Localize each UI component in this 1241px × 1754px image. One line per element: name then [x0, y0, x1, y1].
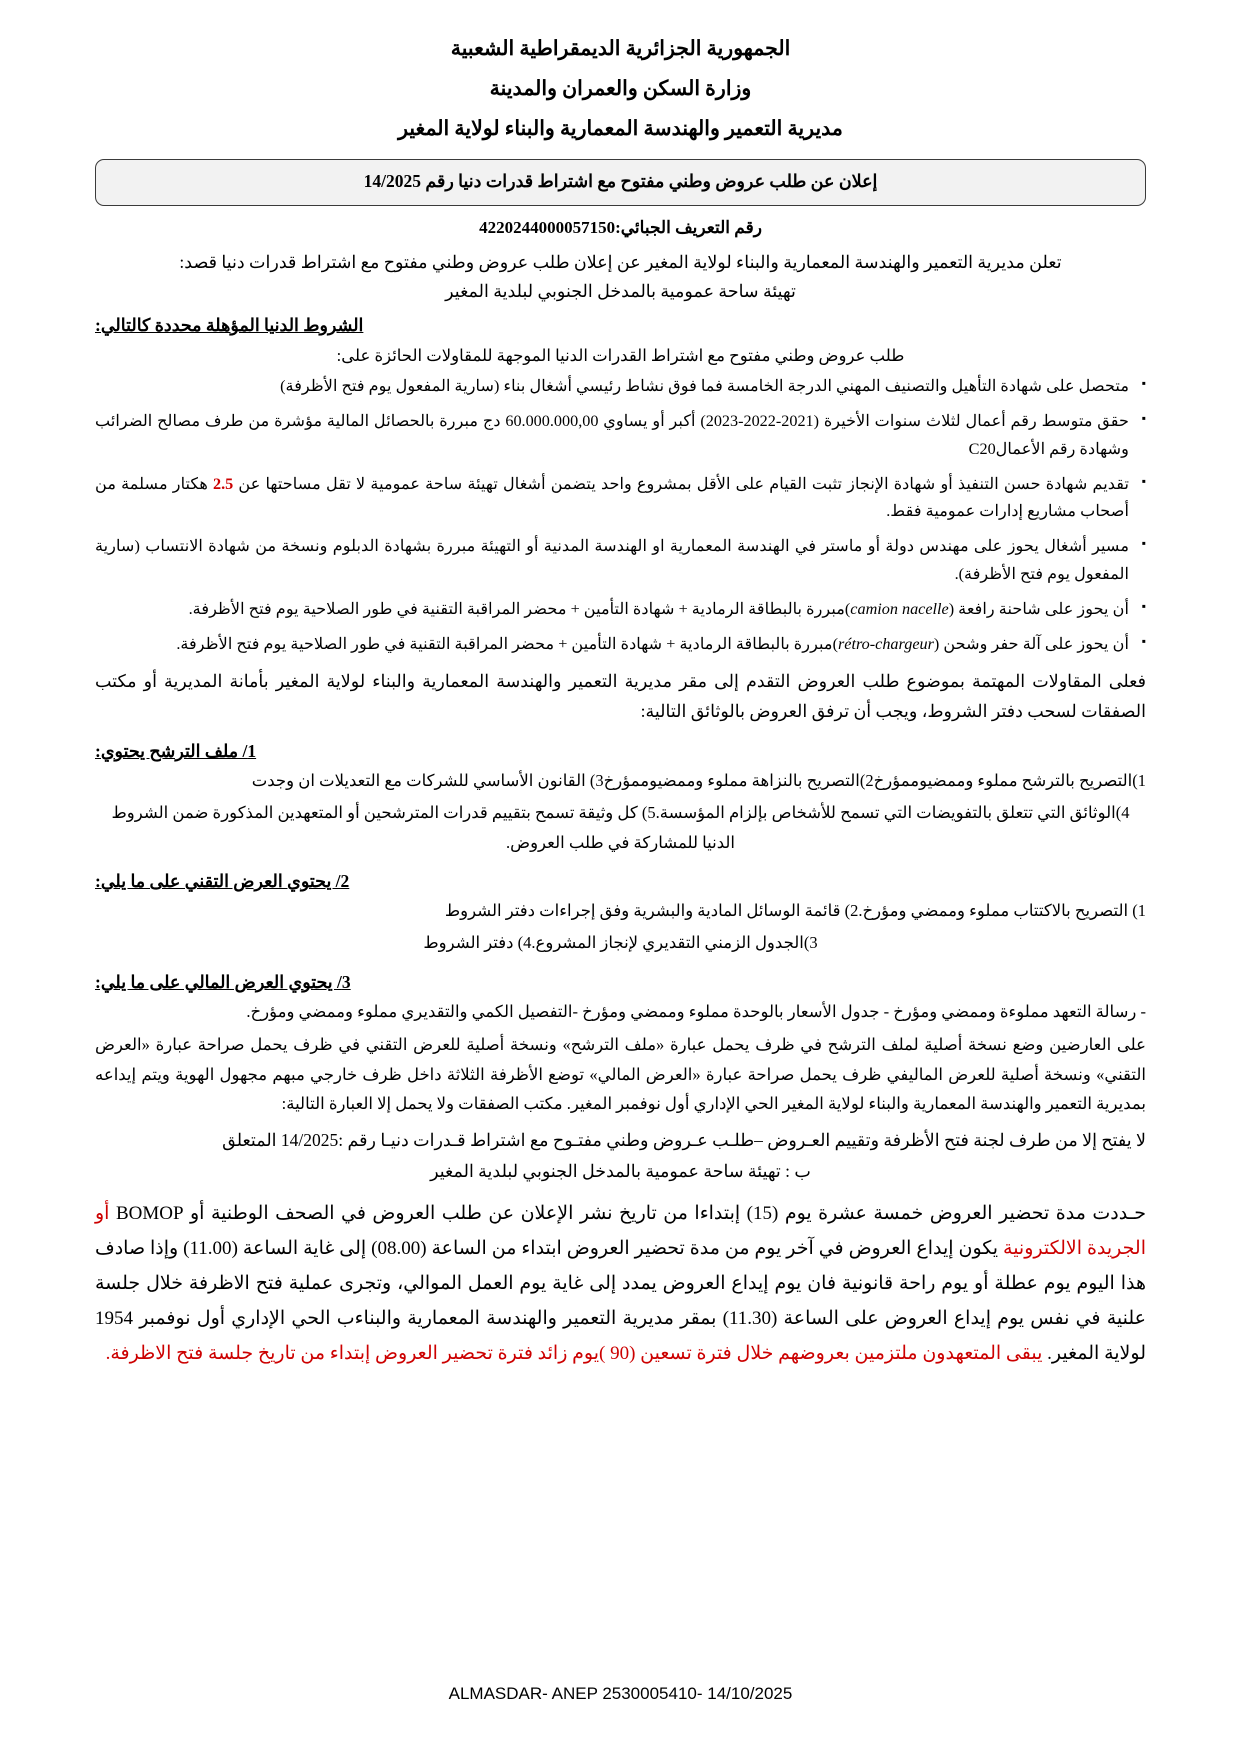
- section-line: 3)الجدول الزمني التقديري لإنجاز المشروع.4) دفتر الشروط: [423, 933, 818, 953]
- section-line: - رسالة التعهد مملوءة وممضي ومؤرخ - جدول الأسعار بالوحدة مملوء وممضي ومؤرخ -التفصيل الكمي والتقديري مملوء وممضي ومؤرخ.: [246, 1001, 1146, 1021]
- conditions-heading: الشروط الدنيا المؤهلة محددة كالتالي:: [95, 315, 364, 335]
- latin-term: rétro-chargeur: [837, 634, 934, 653]
- envelope-object-line: ب : تهيئة ساحة عمومية بالمدخل الجنوبي لبلدية المغير: [430, 1160, 811, 1181]
- announcement-title-text: إعلان عن طلب عروض وطني مفتوح مع اشتراط قدرات دنيا رقم 14/2025: [363, 170, 878, 191]
- condition-item: [95, 373, 1146, 401]
- envelope-instructions: على العارضين وضع نسخة أصلية لملف الترشح في ظرف يحمل عبارة «ملف الترشح» ونسخة أصلية للعرض التقني في ظرف يحمل صراحة عبارة «العرض التقني» ونسخة أصلية للعرض الماليفي ظرف يحمل صراحة عبارة «العرض المالي» توضع الأظرفة الثلاثة داخل ظرف خارجي مبهم مجهول الهوية ويتم إيداعه بمديرية التعمير والهندسة المعمارية والبناء لولاية المغير الحي الإداري أول نوفمبر المغير. مكتب الصفقات ولا يحمل إلا العبارة التالية:: [95, 1035, 1146, 1113]
- header-line-directorate: مديرية التعمير والهندسة المعمارية والبناء لولاية المغير: [398, 117, 843, 140]
- highlight-text: يبقى المتعهدون ملتزمين بعروضهم خلال فترة تسعين (90 )يوم زائد فترة تحضير العروض إبتداء من تاريخ جلسة فتح الاظرفة.: [105, 1343, 1043, 1365]
- condition-item: [95, 471, 1146, 527]
- section-line: 4)الوثائق التي تتعلق بالتفويضات التي تسمح للأشخاص بإلزام المؤسسة.5) كل وثيقة تسمح بتقييم قدرات المترشحين أو المتعهدين المذكورة ضمن الشروط الدنيا للمشاركة في طلب العروض.: [111, 803, 1130, 852]
- condition-item: [95, 533, 1146, 589]
- text-run: )مبررة بالبطاقة الرمادية + شهادة التأمين + محضر المراقبة التقنية في طور الصلاحية يوم فتح الأظرفة.: [176, 634, 838, 653]
- intro-paragraph: تعلن مديرية التعمير والهندسة المعمارية والبناء لولاية المغير عن إعلان طلب عروض وطني مفتوح مع اشتراط قدرات دنيا قصد:: [179, 251, 1062, 272]
- text-run: مسير أشغال يحوز على مهندس دولة أو ماستر في الهندسة المعمارية او الهندسة المدنية أو التهيئة مبررة بشهادة الدبلوم ونسخة من شهادة الانتساب (سارية المفعول يوم فتح الأظرفة).: [95, 537, 1129, 584]
- section-line: 1)التصريح بالترشح مملوء وممضيوممؤرخ2)التصريح بالنزاهة مملوء وممضيوممؤرخ3) القانون الأساسي للشركات مع التعديلات ان وجدت: [251, 770, 1146, 790]
- fiscal-id: رقم التعريف الجبائي:4220244000057150: [479, 217, 762, 237]
- announcement-title-box: [95, 159, 1146, 206]
- text-run: )مبررة بالبطاقة الرمادية + شهادة التأمين + محضر المراقبة التقنية في طور الصلاحية يوم فتح الأظرفة.: [188, 600, 851, 619]
- latin-term: camion nacelle: [850, 600, 949, 619]
- header-line-republic: الجمهورية الجزائرية الديمقراطية الشعبية: [450, 38, 791, 60]
- condition-item: [95, 596, 1146, 624]
- text-run: حقق متوسط رقم أعمال لثلاث سنوات الأخيرة (2021-2022-2023) أكبر أو يساوي 60.000.000,00 دج مبررة بالحصائل المالية مؤشرة من طرف مصالح الضرائب وشهادة رقم الأعمالC20: [95, 411, 1129, 458]
- document-header: [95, 30, 1146, 150]
- text-run: متحصل على شهادة التأهيل والتصنيف المهني الدرجة الخامسة فما فوق نشاط رئيسي أشغال بناء (سارية المفعول يوم فتح الأظرفة): [280, 377, 1129, 395]
- section-heading: 1/ ملف الترشح يحتوي:: [95, 740, 257, 761]
- section-line: 1) التصريح بالاكتتاب مملوء وممضي ومؤرخ.2) قائمة الوسائل المادية والبشرية وفق إجراءات دفتر الشروط: [444, 901, 1146, 921]
- text-run: أن يحوز على آلة حفر وشحن (: [933, 634, 1129, 653]
- header-line-ministry: وزارة السكن والعمران والمدينة: [489, 77, 752, 100]
- text-run: حـددت مدة تحضير العروض خمسة عشرة يوم (15) إبتداءا من تاريخ نشر الإعلان عن طلب العروض في الصحف الوطنية أو BOMOP: [109, 1202, 1147, 1224]
- highlight-value: 2.5: [213, 474, 234, 493]
- text-run: هكتار مسلمة من أصحاب مشاريع إدارات عمومية فقط.: [95, 474, 1129, 521]
- envelope-outer-label: لا يفتح إلا من طرف لجنة فتح الأظرفة وتقييم العـروض –طلـب عـروض وطني مفتـوح مع اشتراط قـدرات دنيـا رقم :14/2025 المتعلق: [222, 1130, 1146, 1151]
- conditions-lead: طلب عروض وطني مفتوح مع اشتراط القدرات الدنيا الموجهة للمقاولات الحائزة على:: [336, 346, 905, 365]
- section-heading: 2/ يحتوي العرض التقني على ما يلي:: [95, 871, 350, 892]
- project-object: تهيئة ساحة عمومية بالمدخل الجنوبي لبلدية المغير: [445, 281, 796, 301]
- text-run: تقديم شهادة حسن التنفيذ أو شهادة الإنجاز تثبت القيام على الأقل بمشروع واحد يتضمن أشغال تهيئة ساحة عمومية لا تقل مساحتها عن: [233, 474, 1129, 493]
- condition-item: [95, 631, 1146, 659]
- condition-item: [95, 408, 1146, 464]
- requirement-sections: [95, 741, 1146, 1026]
- text-run: أن يحوز على شاحنة رافعة (: [948, 600, 1129, 619]
- document-footer: ALMASDAR- ANEP 2530005410- 14/10/2025: [448, 1684, 793, 1703]
- deadline-paragraph: [95, 1196, 1146, 1372]
- conditions-list: [95, 373, 1146, 659]
- section-heading: 3/ يحتوي العرض المالي على ما يلي:: [95, 971, 351, 992]
- submission-paragraph: فعلى المقاولات المهتمة بموضوع طلب العروض التقدم إلى مقر مديرية التعمير والهندسة المعمارية والبناء لولاية المغير بأمانة المديرية أو مكتب الصفقات لسحب دفتر الشروط، ويجب أن ترفق العروض بالوثائق التالية:: [95, 670, 1146, 722]
- text-run: يكون إيداع العروض في آخر يوم من مدة تحضير العروض ابتداء من الساعة (08.00) إلى غاية الساعة (11.00) وإذا صادف هذا اليوم يوم عطلة أو يوم راحة قانونية فان يوم إيداع العروض يمدد إلى غاية يوم العمل الموالي، وتجرى عملية فتح الاظرفة خلال جلسة علنية في نفس يوم إيداع العروض على الساعة (11.30) بمقر مديرية التعمير والهندسة المعمارية والبناءب الحي الإداري أول نوفمبر 1954 لولاية المغير.: [95, 1237, 1146, 1365]
- highlight-text: أو الجريدة الالكترونية: [95, 1202, 1146, 1259]
